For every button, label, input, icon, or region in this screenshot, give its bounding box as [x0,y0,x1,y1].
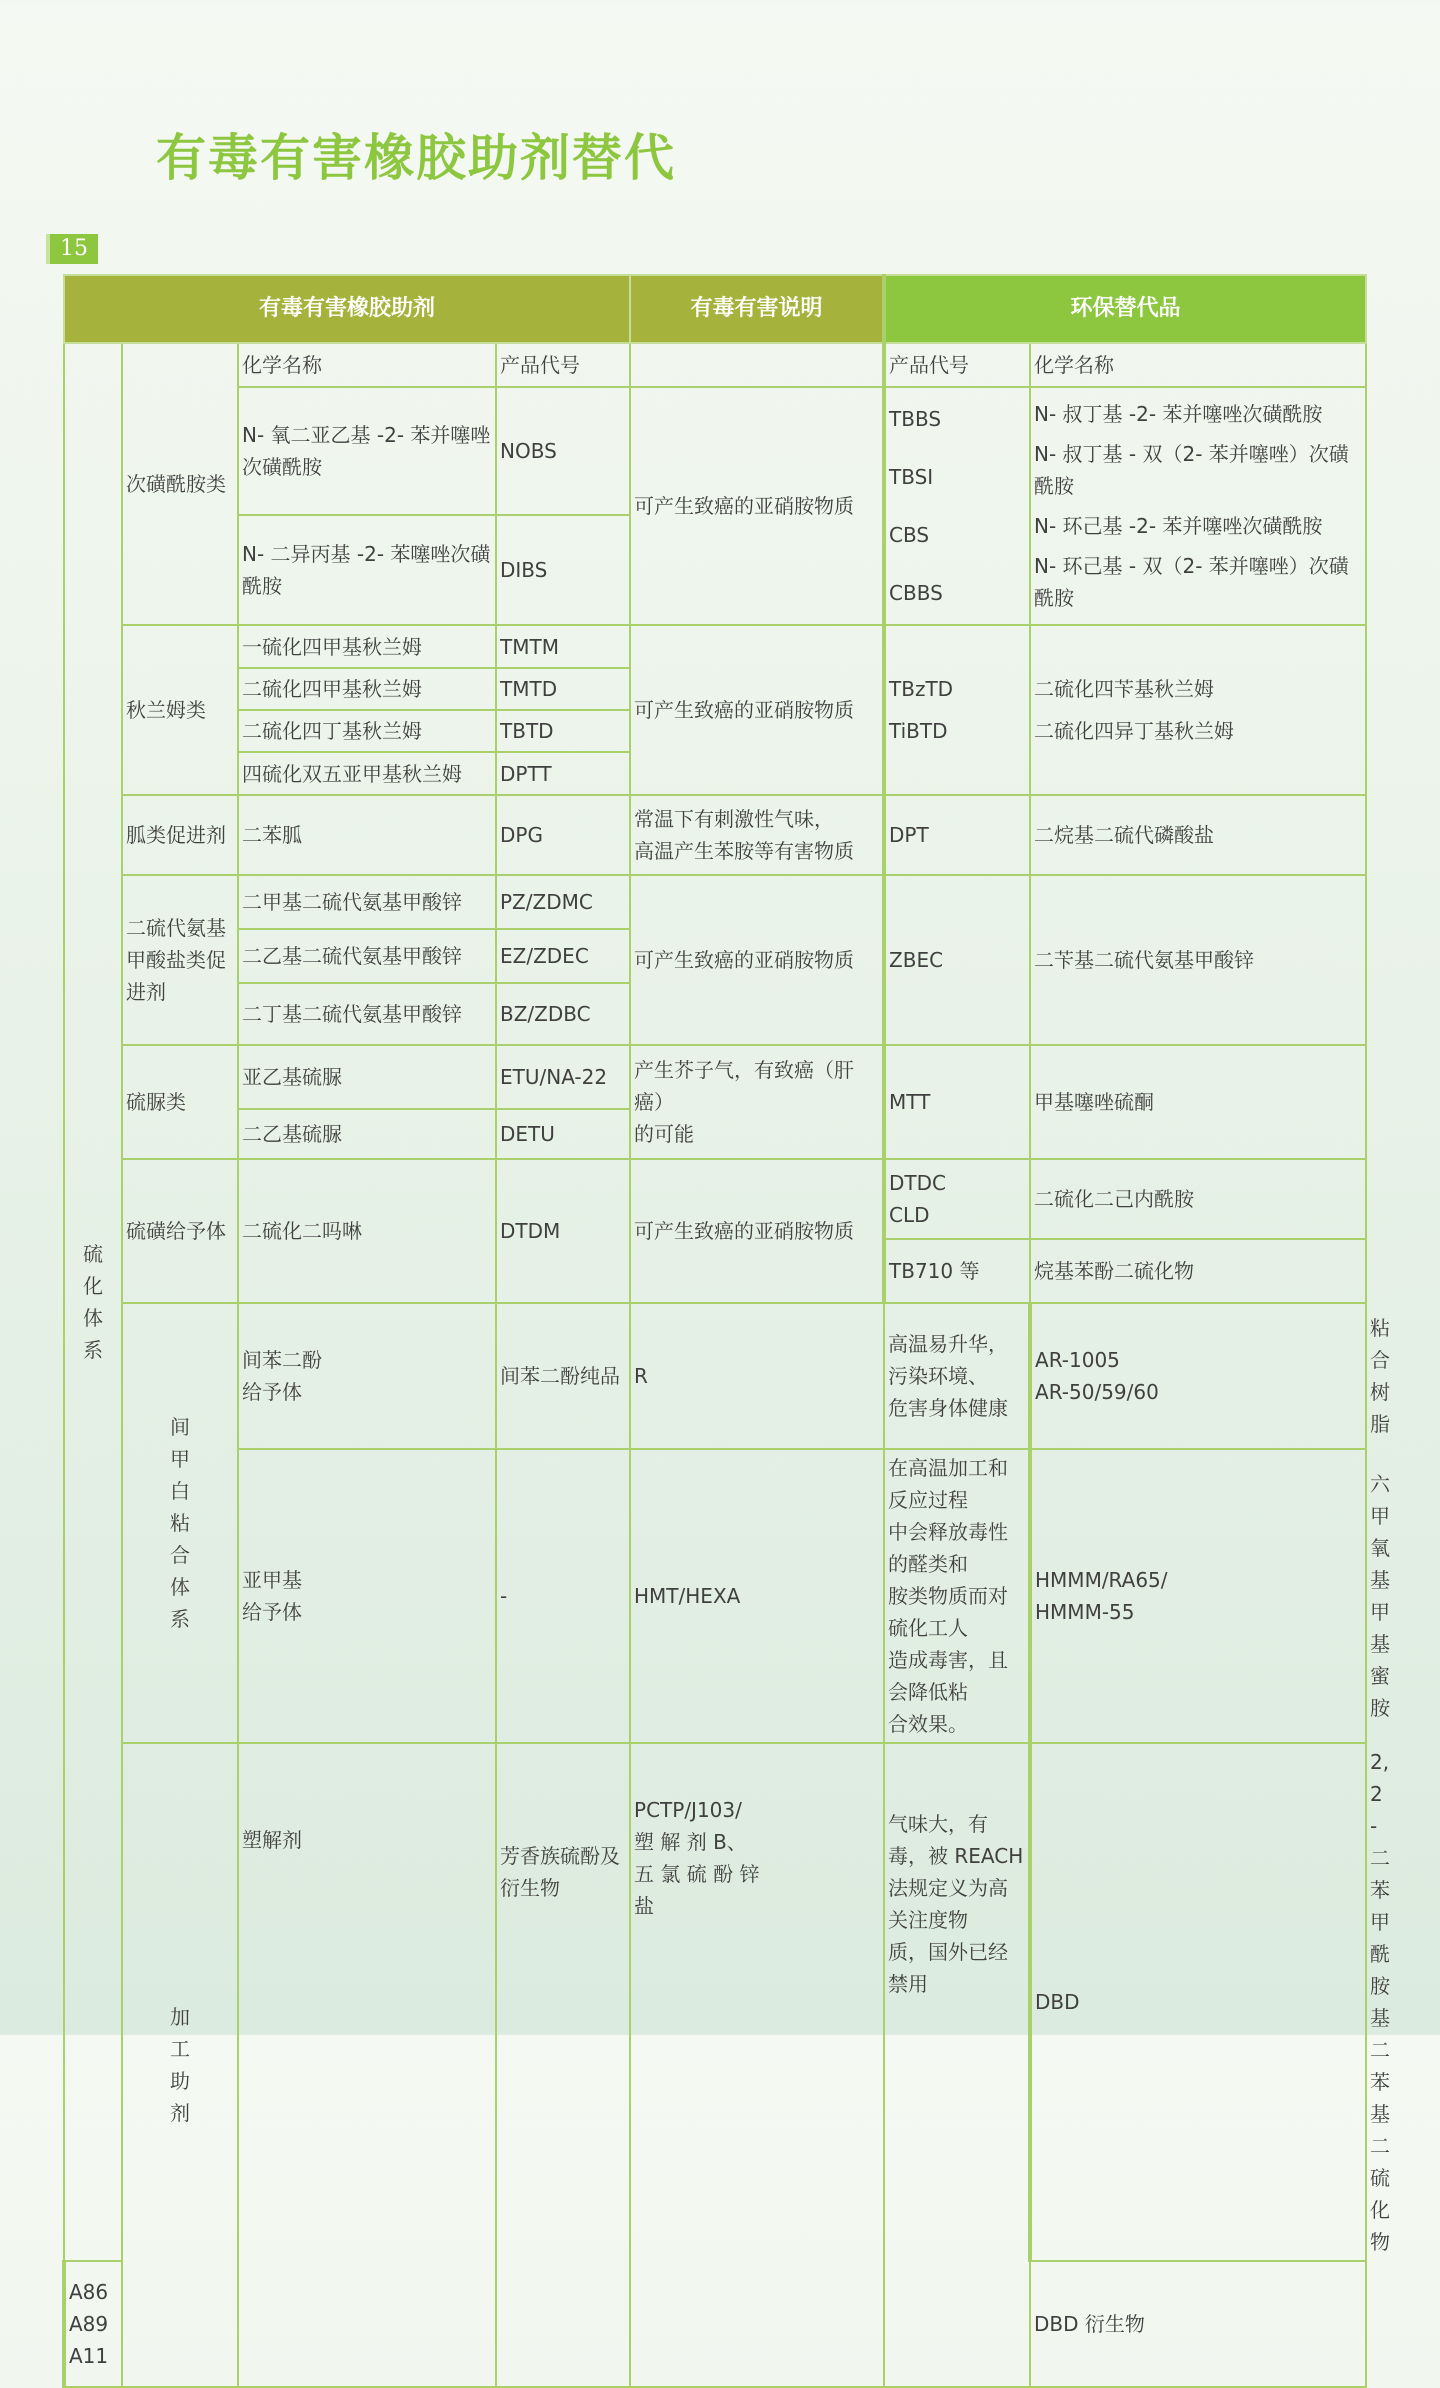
chem-name: 二丁基二硫代氨基甲酸锌 [238,983,496,1045]
table-header-row [64,275,1366,343]
harm-note: 气味大，有毒，被 REACH 法规定义为高关注度物 质，国外已经禁用 [884,1743,1030,2387]
table-row [64,795,1366,875]
subheader-chem-name: 化学名称 [238,343,496,387]
alt-name: 二烷基二硫代磷酸盐 [1030,795,1366,875]
alt-name: 甲基噻唑硫酮 [1030,1045,1366,1159]
table-row [64,625,1366,668]
product-code: TMTM [496,625,630,668]
table-row [64,343,1366,387]
category-dithiocarbamate: 二硫代氨基甲酸盐类促进剂 [122,875,238,1045]
system-processing: 加工助剂 [122,1743,238,2387]
table-row [64,1159,1366,1239]
product-code: DETU [496,1109,630,1159]
product-code: ETU/NA-22 [496,1045,630,1109]
chem-name: 亚乙基硫脲 [238,1045,496,1109]
alt-code: ZBEC [884,875,1030,1045]
chem-name: 二硫化四甲基秋兰姆 [238,668,496,710]
alt-codes: TBzTD TiBTD [884,625,1030,795]
table-row [64,1045,1366,1109]
product-code: DPTT [496,752,630,795]
harm-note: 可产生致癌的亚硝胺物质 [630,625,884,795]
category-thiourea: 硫脲类 [122,1045,238,1159]
alt-codes: DTDC CLD [884,1159,1030,1239]
harm-note: 产生芥子气，有致癌（肝癌） 的可能 [630,1045,884,1159]
chem-name: 二甲基二硫代氨基甲酸锌 [238,875,496,929]
category-methylene-donor: 亚甲基 给予体 [238,1449,496,1743]
subheader-empty [630,343,884,387]
alt-code: TB710 等 [884,1239,1030,1303]
product-code: BZ/ZDBC [496,983,630,1045]
product-code: DIBS [496,515,630,625]
alt-code: MTT [884,1045,1030,1159]
chem-name: 二硫化二吗啉 [238,1159,496,1303]
alt-code: DPT [884,795,1030,875]
alt-names: 二硫化四苄基秋兰姆 二硫化四异丁基秋兰姆 [1030,625,1366,795]
chem-name: 二乙基二硫代氨基甲酸锌 [238,929,496,983]
header-harm-note: 有毒有害说明 [630,275,884,343]
product-code: TBTD [496,710,630,752]
system-vulcanization: 硫化体系 [64,343,122,2261]
harm-note: 在高温加工和反应过程 中会释放毒性的醛类和 胺类物质而对硫化工人 造成毒害，且会降低粘 合效果。 [884,1449,1030,1743]
product-code: NOBS [496,387,630,515]
harm-note: 常温下有刺激性气味， 高温产生苯胺等有害物质 [630,795,884,875]
alt-code: DBD [1030,1743,1366,2261]
alt-name: DBD 衍生物 [1030,2261,1366,2387]
chem-name: 二硫化四丁基秋兰姆 [238,710,496,752]
chem-name: - [496,1449,630,1743]
alt-codes: HMMM/RA65/ HMMM-55 [1030,1449,1366,1743]
product-code: PCTP/J103/ 塑 解 剂 B、 五 氯 硫 酚 锌 盐 [630,1743,884,2387]
product-code: R [630,1303,884,1449]
alt-names: N- 叔丁基 -2- 苯并噻唑次磺酰胺 N- 叔丁基 - 双（2- 苯并噻唑）次磺酰胺 N- 环己基 -2- 苯并噻唑次磺酰胺 N- 环己基 - 双（2- 苯并噻唑）次磺酰胺 [1030,387,1366,625]
chem-name: 芳香族硫酚及衍生物 [496,1743,630,2387]
chem-name: N- 氧二亚乙基 -2- 苯并噻唑次磺酰胺 [238,387,496,515]
page-title: 有毒有害橡胶助剂替代 [156,129,676,187]
category-guanidine: 胍类促进剂 [122,795,238,875]
alt-name: 二硫化二己内酰胺 [1030,1159,1366,1239]
header-harmful-agent: 有毒有害橡胶助剂 [64,275,630,343]
chem-name: N- 二异丙基 -2- 苯噻唑次磺酰胺 [238,515,496,625]
category-sulfur-donor: 硫磺给予体 [122,1159,238,1303]
rubber-additive-table [62,274,1391,2388]
product-code: EZ/ZDEC [496,929,630,983]
chem-name: 一硫化四甲基秋兰姆 [238,625,496,668]
harm-note: 可产生致癌的亚硝胺物质 [630,875,884,1045]
subheader-alt-code: 产品代号 [884,343,1030,387]
page-number: 15 [46,234,98,264]
header-eco-alt: 环保替代品 [884,275,1366,343]
product-code: HMT/HEXA [630,1449,884,1743]
alt-name: 烷基苯酚二硫化物 [1030,1239,1366,1303]
chem-name: 二苯胍 [238,795,496,875]
harm-note: 可产生致癌的亚硝胺物质 [630,1159,884,1303]
category-sulfenamide: 次磺酰胺类 [122,343,238,625]
product-code: DTDM [496,1159,630,1303]
category-thiuram: 秋兰姆类 [122,625,238,795]
alt-codes: TBBS TBSI CBS CBBS [884,387,1030,625]
product-code: TMTD [496,668,630,710]
table-row [64,875,1366,929]
harm-note: 高温易升华，污染环境、 危害身体健康 [884,1303,1030,1449]
alt-name: 二苄基二硫代氨基甲酸锌 [1030,875,1366,1045]
table-row: 加工助剂 塑解剂 芳香族硫酚及衍生物 PCTP/J103/ 塑 解 剂 B、 五 氯 硫 酚 锌 盐 气味大，有毒，被 REACH 法规定义为高关注度物 质，国外已经禁用 DBD 2,2- 二苯甲酰胺基 二苯基二硫化物 [64,1743,1366,2261]
chem-name: 四硫化双五亚甲基秋兰姆 [238,752,496,795]
chem-name: 间苯二酚纯品 [496,1303,630,1449]
category-peptizer: 塑解剂 [238,1743,496,2387]
subheader-alt-name: 化学名称 [1030,343,1366,387]
harm-note: 可产生致癌的亚硝胺物质 [630,387,884,625]
category-resorcinol-donor: 间苯二酚 给予体 [238,1303,496,1449]
table-row: 间甲白粘合体系 间苯二酚 给予体 间苯二酚纯品 R 高温易升华，污染环境、 危害身体健康 AR-1005 AR-50/59/60 粘合树脂 [64,1303,1366,1449]
table-row [64,387,1366,515]
chem-name: 二乙基硫脲 [238,1109,496,1159]
product-code: DPG [496,795,630,875]
alt-codes: AR-1005 AR-50/59/60 [1030,1303,1366,1449]
table-row: 亚甲基 给予体 - HMT/HEXA 在高温加工和反应过程 中会释放毒性的醛类和 胺类物质而对硫化工人 造成毒害，且会降低粘 合效果。 HMMM/RA65/ HMMM-55 六甲氧基甲基蜜胺 [64,1449,1366,1743]
alt-codes: A86 A89 A11 [64,2261,122,2387]
system-resorcinol: 间甲白粘合体系 [122,1303,238,1743]
subheader-product-code: 产品代号 [496,343,630,387]
product-code: PZ/ZDMC [496,875,630,929]
